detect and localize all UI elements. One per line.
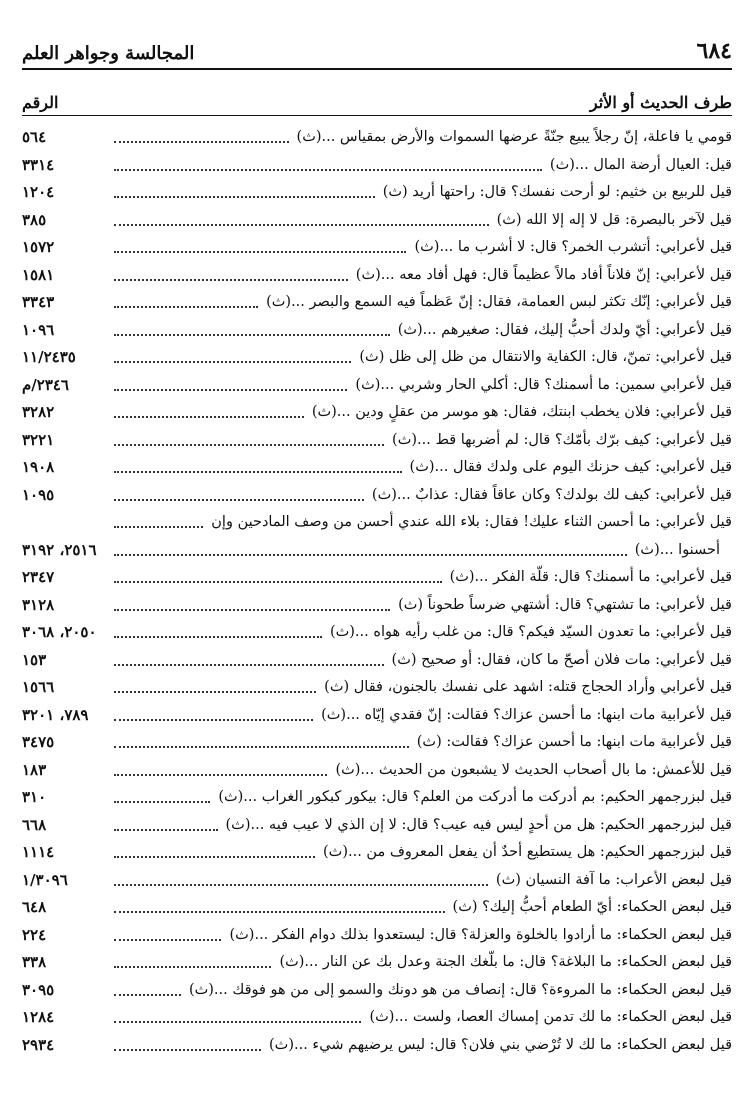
dot-leader (114, 389, 347, 391)
index-entry (22, 152, 732, 180)
entry-number: ١٩٠٨ (22, 458, 55, 476)
entry-number: ٣٨٥ (22, 210, 47, 229)
entry-number: ٣٢٨٢ (22, 403, 55, 421)
entry-text: أحسنوا ...(ث) (634, 541, 720, 558)
entry-number: ١٠٩٥ (22, 485, 55, 504)
entry-text: قيل لأعرابي: إنّ فلاناً أفاد مالاً عظيماً قال: فهل أفاد معه ...(ث) (355, 266, 732, 283)
entry-text: قيل لأعرابية مات ابنها: ما أحسن عزاك؟ فقالت: إنّ فقدي إيّاه ...(ث) (321, 706, 732, 723)
index-entry (22, 454, 732, 482)
entry-text: قيل لبزرجمهر الحكيم: هل من أحدٍ ليس فيه عيب؟ قال: لا إن الذي لا عيب فيه ...(ث) (225, 816, 732, 833)
entry-text: قيل لأعرابي: أتشرب الخمر؟ قال: لا أشرب ما ...(ث) (414, 239, 732, 255)
entry-number: ٦٦٨ (22, 815, 47, 834)
dot-leader (114, 196, 375, 198)
index-entry (22, 839, 732, 867)
index-entry (22, 124, 732, 152)
running-header (22, 30, 732, 70)
dot-leader (114, 499, 364, 501)
dot-leader (114, 334, 390, 336)
entry-text: قيل لأعرابي: ما أسمنك؟ قال: قلّة الفكر ...(ث) (449, 569, 732, 585)
dot-leader (114, 856, 315, 858)
entry-text: قيل لبعض الحكماء: أيّ الطعام أحبُّ إليك؟ (ث) (452, 899, 732, 915)
entry-number: ٦٤٨ (22, 898, 47, 916)
index-entry (22, 509, 732, 537)
entry-number: ٣٣٨ (22, 953, 47, 971)
dot-leader (114, 801, 210, 803)
entry-number: ١٢٠٤ (22, 183, 55, 201)
entry-number: ٣٣٤٣ (22, 293, 55, 311)
dot-leader (114, 994, 181, 996)
dot-leader (114, 141, 289, 143)
index-entry (22, 949, 732, 977)
index-entry (22, 702, 732, 730)
entry-number: ١٥٦٦ (22, 678, 55, 696)
entry-number: ١٥٧٢ (22, 238, 55, 256)
entry-text: قومي يا فاعلة، إنّ رجلاً يبيع جنّةً عرضها السموات والأرض بمقياس ...(ث) (296, 129, 732, 145)
entry-text: قيل للربيع بن خثيم: لو أرحت نفسك؟ قال: راحتها أريد (ث) (382, 184, 732, 200)
index-entry (22, 674, 732, 702)
dot-leader (114, 471, 402, 473)
book-title: المجالسة وجواهر العلم (22, 43, 195, 64)
entry-text: قيل لبعض الحكماء: ما أرادوا بالخلوة والعزلة؟ قال: ليستعدوا بذلك دوام الفكر ...(ث) (229, 926, 732, 943)
entry-number: ٣٣١٤ (22, 155, 55, 174)
entry-text: قيل لأعرابي: ما أحسن الثناء عليك! فقال: بلاء الله عندي أحسن من وصف المادحين وإن (211, 514, 732, 530)
entry-number: ١/٣٠٩٦ (22, 870, 68, 889)
index-entries (22, 124, 732, 1059)
entry-text: قيل لبزرجمهر الحكيم: بم أدركت ما أدركت من العلم؟ قال: بيكور كبكور الغراب ...(ث) (218, 789, 732, 805)
entry-text: قيل لأعرابي: مات فلان أصحّ ما كان، فقال: أو صحيح (ث) (391, 651, 732, 668)
index-entry (22, 179, 732, 207)
dot-leader (114, 746, 409, 748)
index-entry (22, 344, 732, 372)
dot-leader (114, 1049, 261, 1051)
index-entry (22, 564, 732, 592)
dot-leader (114, 416, 304, 418)
dot-leader (114, 251, 406, 253)
dot-leader (114, 911, 445, 913)
entry-text: قيل لبعض الأعراب: ما آفة النسيان (ث) (495, 871, 732, 888)
entry-text: قيل للأعمش: ما بال أصحاب الحديث لا يشبعون من الحديث ...(ث) (335, 761, 732, 778)
index-entry (22, 399, 732, 427)
entry-number: ٣١٠ (22, 788, 47, 806)
entry-number: ١١/٢٤٣٥ (22, 348, 76, 366)
entry-text: قيل لأعرابي: ما تعدون السيّد فيكم؟ قال: من غلب رأيه هواه ...(ث) (329, 624, 732, 640)
index-entry (22, 262, 732, 290)
entry-number: ٣٢٢١ (22, 430, 55, 449)
entry-text: قيل لبزرجمهر الحكيم: هل يستطيع أحدٌ أن يفعل المعروف من ...(ث) (323, 844, 732, 860)
entry-text: قيل لأعرابي: كيف حزنك اليوم على ولدك فقال ...(ث) (409, 459, 732, 475)
entry-number: ١٥٣ (22, 650, 47, 669)
index-entry (22, 729, 732, 757)
index-entry (22, 922, 732, 950)
dot-leader (114, 444, 384, 446)
dot-leader (114, 829, 218, 831)
entry-text: قيل لأعرابي: إنّك تكثر لبس العمامة، فقال: إنّ عَظماً فيه السمع والبصر ...(ث) (266, 294, 732, 310)
entry-number: ١١١٤ (22, 843, 55, 861)
index-entry (22, 977, 732, 1005)
entry-text: قيل لأعرابي: كيف لك بولدك؟ وكان عاقاً فقال: عذابٌ ...(ث) (371, 486, 732, 503)
index-entry (22, 1032, 732, 1060)
entry-number: ٢٩٣٤ (22, 1035, 55, 1054)
dot-leader (114, 636, 322, 638)
entry-text: قيل لبعض الحكماء: ما البلاغة؟ قال: ما بلّغك الجنة وعدل بك عن النار ...(ث) (279, 954, 732, 970)
entry-text: قيل: العيال أرضة المال ...(ث) (549, 156, 732, 173)
index-entry (22, 372, 732, 400)
entry-text: قيل لبعض الحكماء: ما لك لا تُرْضي بني فلان؟ قال: ليس يرضيهم شيء ...(ث) (269, 1036, 732, 1053)
entry-text: قيل لبعض الحكماء: ما لك تدمن إمساك العصا، ولست ...(ث) (369, 1009, 732, 1025)
dot-leader (114, 1021, 361, 1023)
index-entry (22, 482, 732, 510)
index-entry (22, 812, 732, 840)
index-entry (22, 647, 732, 675)
entry-number: ١٨٣ (22, 760, 47, 779)
index-entry (22, 784, 732, 812)
entry-text: قيل لبعض الحكماء: ما المروءة؟ قال: إنصاف من هو دونك والسمو إلى من هو فوقك ...(ث) (188, 981, 732, 998)
entry-text: قيل لأعرابي: ما تشتهي؟ قال: أشتهي ضرساً طحوناً (ث) (398, 596, 732, 613)
index-entry (22, 1004, 732, 1032)
entry-text: قيل لأعرابي: فلان يخطب ابنتك، فقال: هو موسر من عقلٍ ودين ...(ث) (311, 404, 732, 420)
dot-leader (114, 224, 489, 226)
page-number: ٦٨٤ (696, 38, 732, 64)
entry-text: قيل لأعرابي وأراد الحجاج قتله: اشهد على نفسك بالجنون، فقال (ث) (324, 679, 732, 695)
dot-leader (114, 526, 203, 528)
dot-leader (114, 774, 327, 776)
entry-number: ٣١٢٨ (22, 595, 55, 614)
dot-leader (114, 966, 271, 968)
dot-leader (114, 169, 542, 171)
entry-text: قيل لأعرابي: تمنّ، قال: الكفاية والانتقال من ظل إلى ظل (ث) (359, 349, 732, 365)
entry-number: ٢٢٤ (22, 925, 47, 944)
index-entry (22, 867, 732, 895)
dot-leader (114, 664, 384, 666)
index-entry (22, 234, 732, 262)
index-entry (22, 757, 732, 785)
index-entry (22, 289, 732, 317)
entry-text: قيل لآخر بالبصرة: قل لا إله إلا الله (ث) (496, 211, 732, 228)
dot-leader (114, 884, 488, 886)
entry-number: ٣٤٧٥ (22, 733, 55, 751)
index-entry (22, 537, 732, 565)
entry-number: ٢٣٤٦/م (22, 375, 69, 394)
dot-leader (114, 361, 351, 363)
entry-text: قيل لأعرابي: كيف برّك بأمّك؟ قال: لم أضربها قط ...(ث) (392, 431, 732, 448)
entry-number: ٣٠٩٥ (22, 980, 55, 999)
hadith-column-header: طرف الحديث أو الأثر (589, 93, 732, 112)
entry-number: ١٢٨٤ (22, 1008, 55, 1026)
dot-leader (114, 691, 316, 693)
entry-number: ١٥٨١ (22, 265, 55, 284)
index-entry (22, 894, 732, 922)
entry-number: ٢٣٤٧ (22, 568, 55, 586)
index-entry (22, 619, 732, 647)
entry-text: قيل لأعرابي سمين: ما أسمنك؟ قال: أكلي الحار وشربي ...(ث) (355, 376, 732, 393)
entry-number: ١٠٩٦ (22, 320, 55, 339)
index-entry (22, 592, 732, 620)
index-entry (22, 207, 732, 235)
index-entry (22, 317, 732, 345)
entry-number: ٧٨٩، ٣٢٠١ (22, 705, 89, 724)
entry-text: قيل لأعرابي: أيّ ولدك أحبُّ إليك، فقال: صغيرهم ...(ث) (397, 321, 732, 338)
dot-leader (114, 554, 627, 556)
dot-leader (114, 306, 258, 308)
number-column-header: الرقم (22, 93, 59, 112)
entry-number: ٢٠٥٠، ٣٠٦٨ (22, 623, 97, 641)
dot-leader (114, 939, 221, 941)
entry-text: قيل لأعرابية مات ابنها: ما أحسن عزاك؟ فقالت: (ث) (416, 734, 732, 750)
column-headers (22, 86, 732, 116)
dot-leader (114, 719, 313, 721)
index-entry (22, 427, 732, 455)
entry-number: ٥٦٤ (22, 128, 47, 146)
entry-number: ٢٥١٦، ٣١٩٢ (22, 540, 97, 559)
dot-leader (114, 279, 348, 281)
dot-leader (114, 609, 390, 611)
dot-leader (114, 581, 442, 583)
